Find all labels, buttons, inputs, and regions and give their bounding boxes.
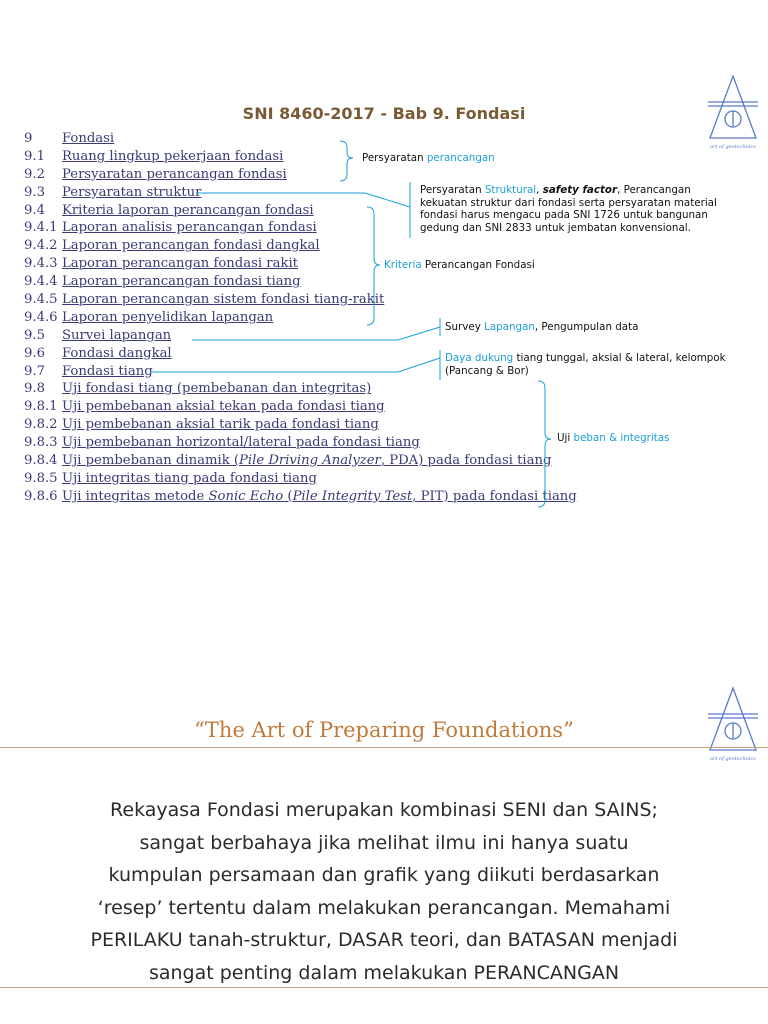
toc-item[interactable]: 9.2 Persyaratan perancangan fondasi (24, 166, 287, 182)
note-uji-beban: Uji beban & integritas (557, 432, 670, 444)
toc-item[interactable]: 9.8.6 Uji integritas metode Sonic Echo (Pile Integrity Test, PIT) pada fondasi tiang (24, 488, 577, 504)
toc-item[interactable]: 9.4.5 Laporan perancangan sistem fondasi tiang-rakit (24, 292, 385, 308)
toc-item[interactable]: 9.4.1 Laporan analisis perancangan fondasi (24, 220, 317, 236)
toc-item[interactable]: 9.8 Uji fondasi tiang (pembebanan dan integritas) (24, 381, 372, 397)
toc-item[interactable]: 9.5 Survei lapangan (24, 327, 172, 343)
note-persyaratan-perancangan: Persyaratan perancangan (362, 152, 495, 164)
connector-survei (192, 327, 440, 340)
toc-item[interactable]: 9.1 Ruang lingkup pekerjaan fondasi (24, 148, 284, 164)
toc-item[interactable]: 9.4.3 Laporan perancangan fondasi rakit (24, 256, 298, 272)
toc-item[interactable]: 9 Fondasi (24, 131, 115, 146)
bracket-kriteria (367, 207, 380, 325)
logo-text: art of geotechnics (710, 756, 756, 762)
note-persyaratan-struktural: Persyaratan Struktural, safety factor, Perancangan kekuatan struktur dari fondasi serta persyaratan material fondasi harus mengacu pada SNI 1726 untuk bangunan gedung dan SNI 2833 untuk jembatan konvensional. (420, 184, 717, 234)
logo-text: art of geotechnics (710, 144, 756, 150)
toc-item[interactable]: 9.4.2 Laporan perancangan fondasi dangkal (24, 238, 320, 254)
toc-item[interactable]: 9.6 Fondasi dangkal (24, 345, 172, 361)
bracket-uji (538, 381, 551, 507)
divider-top (0, 747, 768, 748)
note-kriteria-perancangan: Kriteria Perancangan Fondasi (384, 259, 535, 271)
toc-item[interactable]: 9.4.4 Laporan perancangan fondasi tiang (24, 274, 301, 290)
body-paragraph: Rekayasa Fondasi merupakan kombinasi SENI dan SAINS; sangat berbahaya jika melihat ilmu ini hanya suatu kumpulan persamaan dan grafik yang diikuti berdasarkan ‘resep’ tertentu dalam melakukan perancangan. Memahami PERILAKU tanah-struktur, DASAR teori, dan BATASAN menjadi sangat penting dalam melakukan PERANCANGAN (90, 799, 678, 984)
toc-item[interactable]: 9.8.5 Uji integritas tiang pada fondasi tiang (24, 470, 317, 486)
toc-item[interactable]: 9.8.3 Uji pembebanan horizontal/lateral pada fondasi tiang (24, 435, 420, 451)
note-survey-lapangan: Survey Lapangan, Pengumpulan data (445, 321, 639, 333)
bracket-persyaratan (340, 141, 353, 181)
divider-bottom (0, 987, 768, 988)
art-of-geotechnics-logo-icon (706, 684, 760, 764)
toc-item[interactable]: 9.7 Fondasi tiang (24, 363, 153, 379)
connector-tiang (150, 358, 440, 372)
toc-item[interactable]: 9.8.4 Uji pembebanan dinamik (Pile Driving Analyzer, PDA) pada fondasi tiang (24, 453, 552, 469)
quote-heading: “The Art of Preparing Foundations” (194, 718, 574, 742)
toc-item[interactable]: 9.3 Persyaratan struktur (24, 184, 202, 200)
connector-struktur (196, 193, 410, 207)
toc-item[interactable]: 9.8.2 Uji pembebanan aksial tarik pada fondasi tiang (24, 417, 379, 433)
toc-item[interactable]: 9.8.1 Uji pembebanan aksial tekan pada fondasi tiang (24, 399, 385, 415)
page-title: SNI 8460-2017 - Bab 9. Fondasi (242, 104, 526, 123)
toc-item[interactable]: 9.4 Kriteria laporan perancangan fondasi (24, 202, 314, 218)
toc-item[interactable]: 9.4.6 Laporan penyelidikan lapangan (24, 309, 274, 325)
note-daya-dukung: Daya dukung tiang tunggal, aksial & lateral, kelompok (Pancang & Bor) (445, 352, 726, 377)
